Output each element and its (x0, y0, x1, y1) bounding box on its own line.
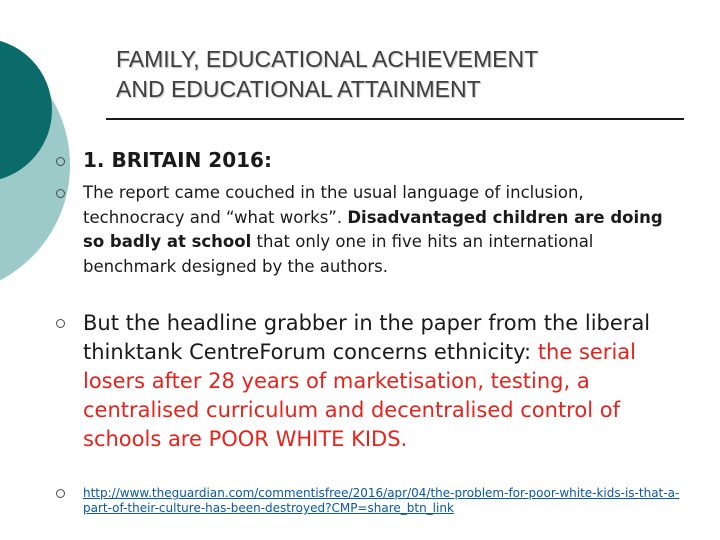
title-line-1: FAMILY, EDUCATIONAL ACHIEVEMENT (116, 46, 539, 72)
slide-title (116, 44, 696, 104)
bullet-marker-icon (56, 189, 65, 198)
bullet-headline-grabber (83, 309, 683, 454)
report-text-end: that only one in five hits an international benchmark designed by the authors. (83, 232, 594, 276)
bullet-marker-icon (56, 319, 65, 328)
guardian-article-link[interactable]: http://www.theguardian.com/commentisfree/2016/apr/04/the-problem-for-poor-white-kids-is-that-a-part-of-their-culture-has-been-destroyed?CMP=share_btn_link (83, 486, 680, 515)
headline-text-highlight: the serial losers after 28 years of marketisation, testing, a centralised curriculum and decentralised control of schools are POOR WHITE KIDS. (83, 340, 636, 451)
report-text-start: The report came couched in the usual language of inclusion, technocracy and “what works”. (83, 183, 584, 227)
bullet-marker-icon (56, 157, 65, 166)
title-underline (106, 118, 684, 120)
title-line-2: AND EDUCATIONAL ATTAINMENT (116, 76, 481, 102)
report-text-emphasis: Disadvantaged children are doing so badly at school (83, 207, 663, 251)
bullet-britain-2016: 1. BRITAIN 2016: (83, 148, 272, 172)
bullet-marker-icon (56, 489, 65, 498)
bullet-link (83, 486, 683, 516)
headline-text-start: But the headline grabber in the paper from the liberal thinktank CentreForum concerns ethnicity: (83, 311, 651, 364)
bullet-report (83, 181, 683, 279)
